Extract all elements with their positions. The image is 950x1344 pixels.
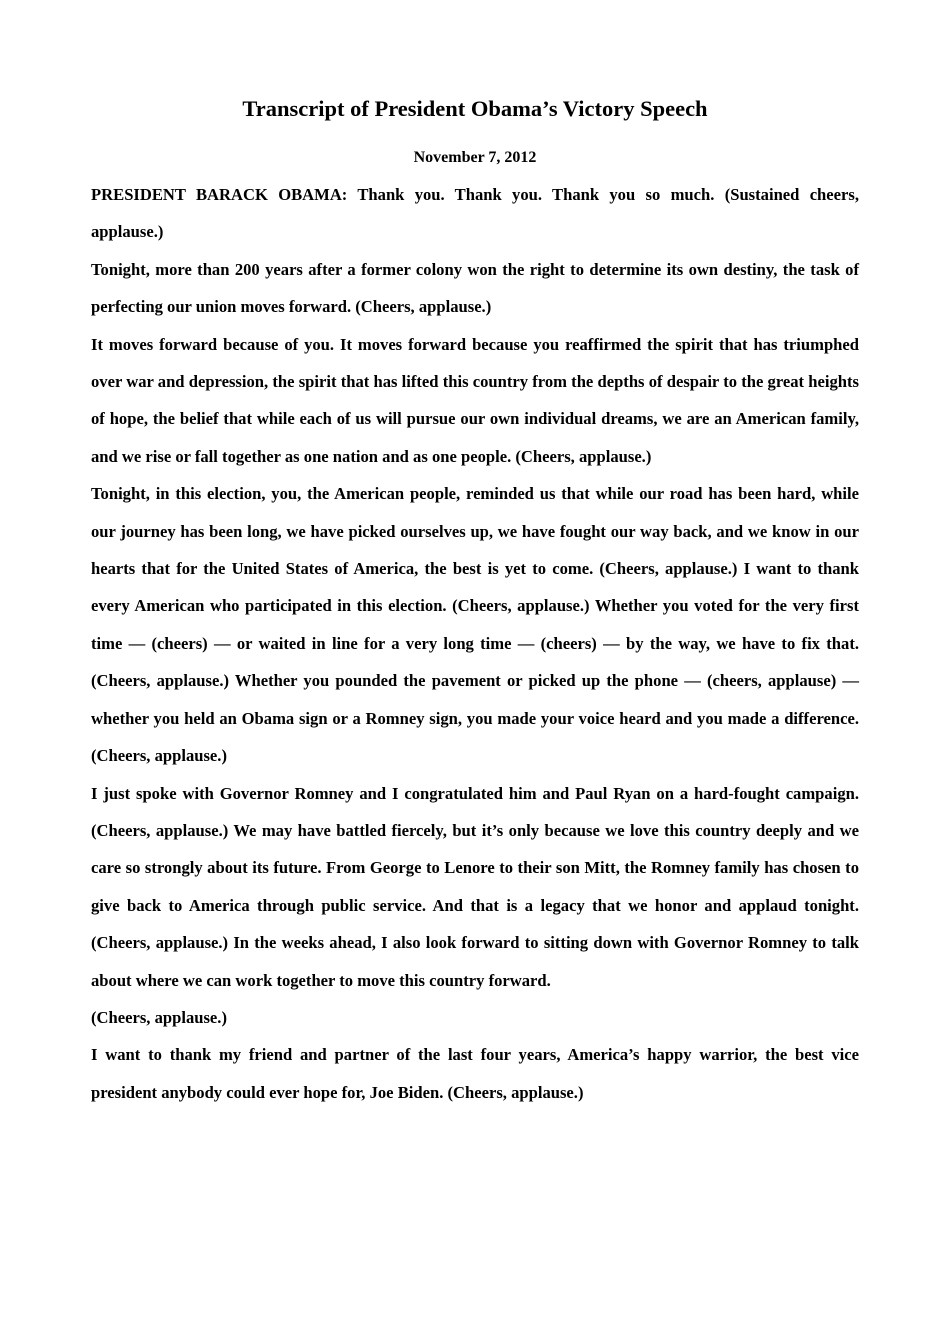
paragraph: Tonight, in this election, you, the American people, reminded us that while our road has been hard, while our journey has been long, we have picked ourselves up, we have fought our way back, and we know in our hearts that for the United States of America, the best is yet to come. (Cheers, applause.) I want to thank every American who participated in this election. (Cheers, applause.) Whether you voted for the very first time — (cheers) — or waited in line for a very long time — (cheers) — by the way, we have to fix that. (Cheers, applause.) Whether you pounded the pavement or picked up the phone — (cheers, applause) — whether you held an Obama sign or a Romney sign, you made your voice heard and you made a difference. (Cheers, applause.) — [91, 484, 859, 766]
paragraph: It moves forward because of you. It moves forward because you reaffirmed the spirit that has triumphed over war and depression, the spirit that has lifted this country from the depths of despair to the great heights of hope, the belief that while each of us will pursue our own individual dreams, we are an American family, and we rise or fall together as one nation and as one people. (Cheers, applause.) — [91, 334, 859, 466]
document-body — [91, 176, 859, 1111]
document-title: Transcript of President Obama’s Victory Speech — [242, 96, 708, 121]
document-date: November 7, 2012 — [413, 149, 537, 166]
paragraph: PRESIDENT BARACK OBAMA: Thank you. Thank you. Thank you so much. (Sustained cheers, applause.) — [91, 185, 859, 242]
paragraph: I want to thank my friend and partner of the last four years, America’s happy warrior, the best vice president anybody could ever hope for, Joe Biden. (Cheers, applause.) — [91, 1045, 859, 1102]
paragraph: (Cheers, applause.) — [91, 1007, 227, 1027]
paragraph: I just spoke with Governor Romney and I congratulated him and Paul Ryan on a hard-fought campaign. (Cheers, applause.) We may have battled fiercely, but it’s only because we love this country deeply and we care so strongly about its future. From George to Lenore to their son Mitt, the Romney family has chosen to give back to America through public service. And that is a legacy that we honor and applaud tonight. (Cheers, applause.) In the weeks ahead, I also look forward to sitting down with Governor Romney to talk about where we can work together to move this country forward. — [91, 783, 859, 990]
paragraph: Tonight, more than 200 years after a former colony won the right to determine its own destiny, the task of perfecting our union moves forward. (Cheers, applause.) — [91, 259, 859, 317]
